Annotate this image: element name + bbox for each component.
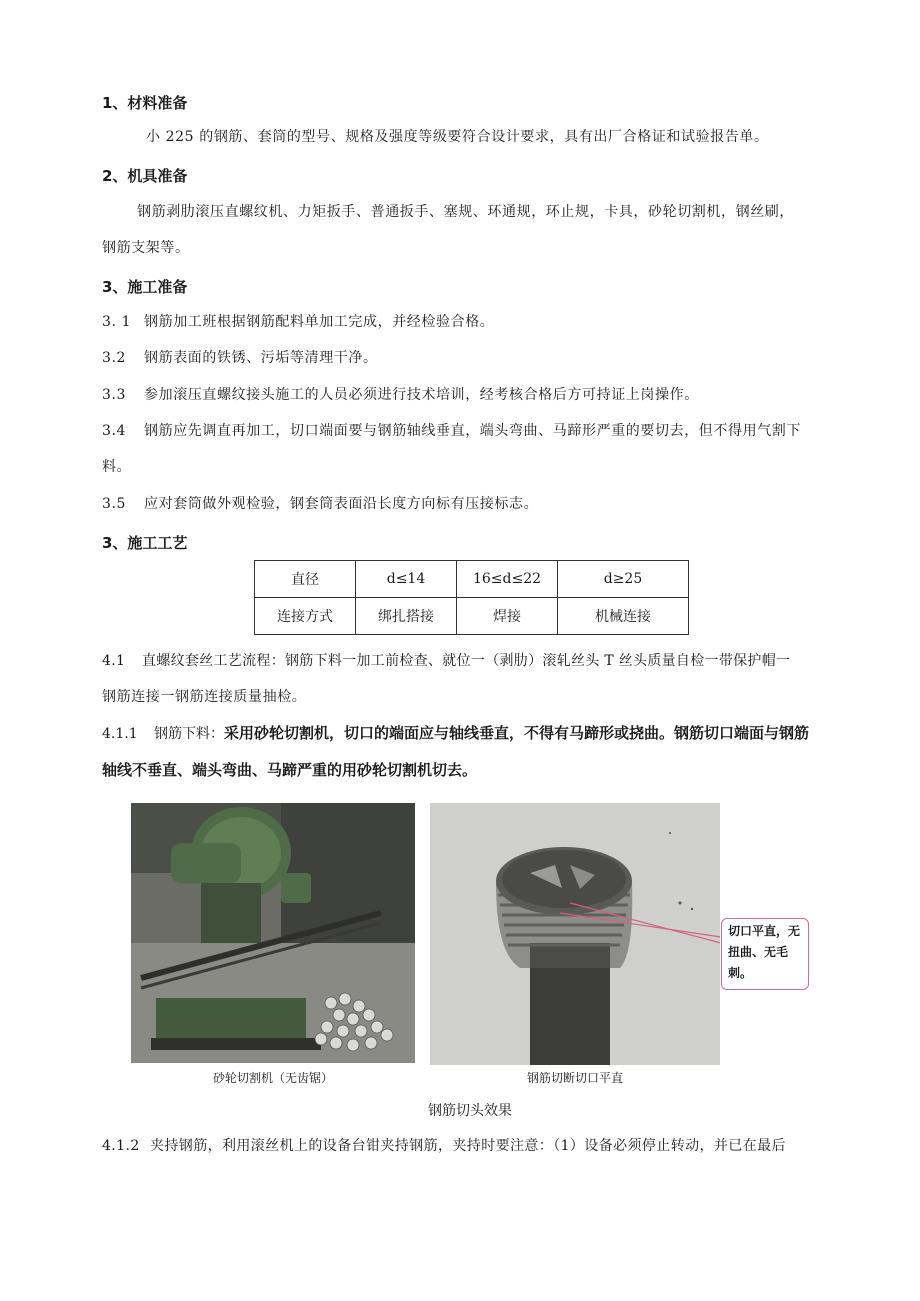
item-text: 参加滚压直螺纹接头施工的人员必须进行技术培训，经考核合格后方可持证上岗操作。 bbox=[144, 387, 699, 403]
tools-line-2: 钢筋支架等。 bbox=[102, 240, 190, 256]
para-4-1-1-line-1 bbox=[102, 723, 809, 744]
table-cell: 机械连接 bbox=[558, 598, 689, 635]
connection-method-table bbox=[254, 560, 689, 635]
prep-item-4 bbox=[102, 421, 801, 441]
prep-item-3 bbox=[102, 385, 699, 405]
heading-materials: 1、材料准备 bbox=[102, 94, 188, 112]
heading-tools: 2、机具准备 bbox=[102, 167, 188, 185]
item-number: 3.2 bbox=[102, 350, 127, 366]
heading-prep: 3、施工准备 bbox=[102, 278, 188, 296]
table-cell: 绑扎搭接 bbox=[356, 598, 457, 635]
tools-line-1: 钢筋剥肋滚压直螺纹机、力矩扳手、普通扳手、塞规、环通规，环止规，卡具，砂轮切割机，钢丝刷， bbox=[137, 204, 794, 220]
table-cell: 直径 bbox=[255, 561, 356, 598]
rebar-cut-end-image bbox=[430, 803, 720, 1065]
item-number: 4.1.2 bbox=[102, 1138, 140, 1154]
prep-item-5 bbox=[102, 494, 538, 514]
para-4-1-line-1 bbox=[102, 651, 790, 671]
prep-item-2 bbox=[102, 348, 378, 368]
caption-cutting-machine: 砂轮切割机（无齿锯） bbox=[212, 1071, 333, 1085]
lead-text: 钢筋下料： bbox=[154, 726, 224, 742]
bold-text: 采用砂轮切割机，切口的端面应与轴线垂直，不得有马蹄形或挠曲。钢筋切口端面与钢筋 bbox=[224, 724, 810, 742]
materials-text: 小 225 的钢筋、套筒的型号、规格及强度等级要符合设计要求，具有出厂合格证和试验报告单。 bbox=[146, 129, 769, 145]
prep-item-4-continued: 料。 bbox=[102, 459, 132, 475]
item-number: 4.1.1 bbox=[102, 726, 138, 742]
table-cell: 焊接 bbox=[457, 598, 558, 635]
item-text: 夹持钢筋，利用滚丝机上的设备台钳夹持钢筋，夹持时要注意：（1）设备必须停止转动，并已在最后 bbox=[150, 1138, 786, 1154]
prep-item-1 bbox=[102, 312, 494, 332]
cutting-machine-photo bbox=[131, 803, 415, 1063]
table-cell: d≥25 bbox=[558, 561, 689, 598]
para-4-1-line-2: 钢筋连接一钢筋连接质量抽检。 bbox=[102, 689, 307, 705]
item-text: 应对套筒做外观检验，钢套筒表面沿长度方向标有压接标志。 bbox=[144, 496, 539, 512]
item-number: 3. 1 bbox=[102, 314, 132, 330]
heading-process: 3、施工工艺 bbox=[102, 534, 188, 552]
para-4-1-1-line-2: 轴线不垂直、端头弯曲、马蹄严重的用砂轮切割机切去。 bbox=[102, 761, 478, 779]
item-number: 3.5 bbox=[102, 496, 127, 512]
item-text: 钢筋加工班根据钢筋配料单加工完成，并经检验合格。 bbox=[144, 314, 495, 330]
item-text: 直螺纹套丝工艺流程：钢筋下料一加工前检查、就位一（剥肋）滚轧丝头 T 丝头质量自检一带保护帽一 bbox=[142, 653, 791, 669]
cutting-machine-image bbox=[131, 803, 415, 1063]
para-4-1-2 bbox=[102, 1136, 786, 1156]
table-row bbox=[255, 598, 689, 635]
caption-cut-end: 钢筋切断切口平直 bbox=[526, 1071, 623, 1085]
item-number: 3.3 bbox=[102, 387, 127, 403]
table-row bbox=[255, 561, 689, 598]
table-cell: 16≤d≤22 bbox=[457, 561, 558, 598]
table-cell: d≤14 bbox=[356, 561, 457, 598]
cut-quality-callout: 切口平直，无扭曲、无毛刺。 bbox=[721, 918, 809, 990]
table-cell: 连接方式 bbox=[255, 598, 356, 635]
rebar-cut-end-photo bbox=[430, 803, 720, 1065]
figure-title: 钢筋切头效果 bbox=[428, 1103, 512, 1119]
item-number: 4.1 bbox=[102, 653, 126, 669]
item-text: 钢筋表面的铁锈、污垢等清理干净。 bbox=[144, 350, 378, 366]
item-text: 钢筋应先调直再加工，切口端面要与钢筋轴线垂直，端头弯曲、马蹄形严重的要切去，但不得用气割下 bbox=[144, 423, 801, 439]
item-number: 3.4 bbox=[102, 423, 127, 439]
